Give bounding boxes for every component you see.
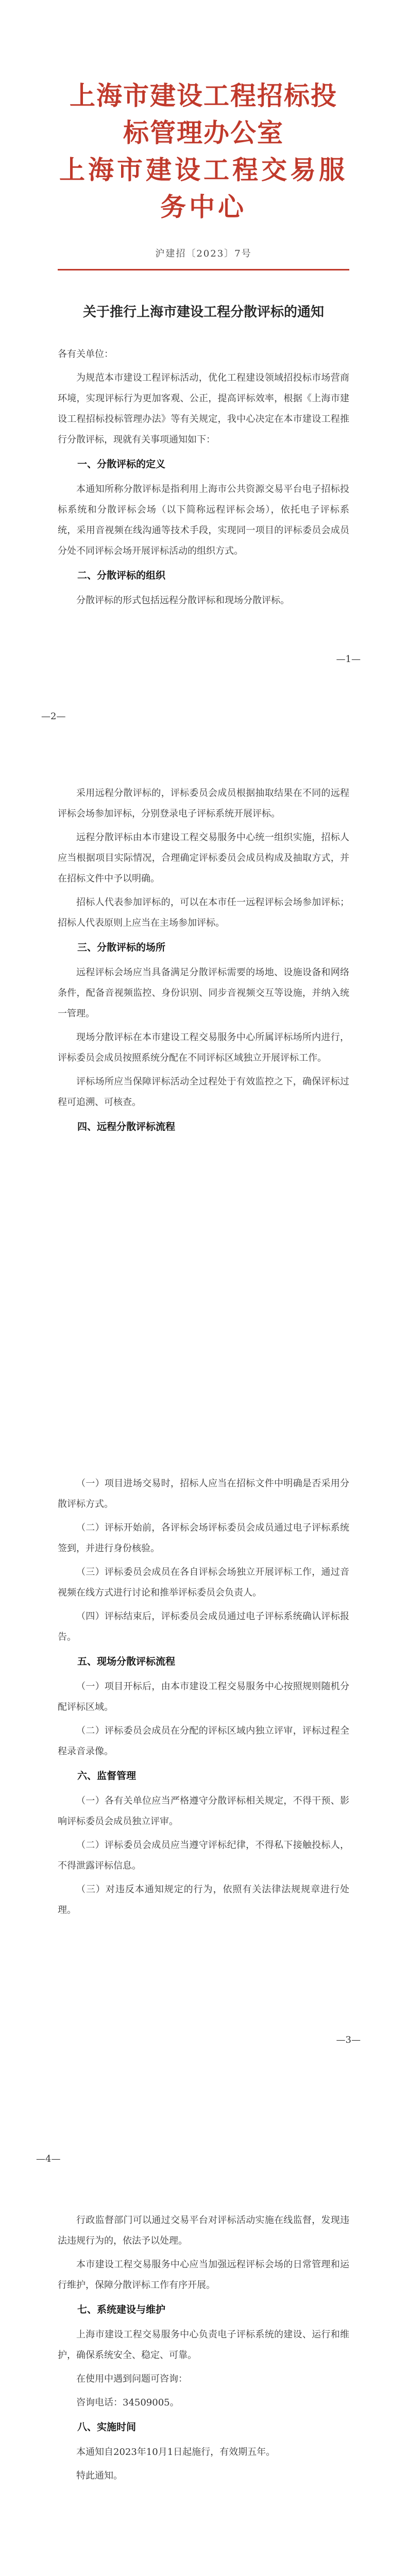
body-paragraph: 行政监督部门可以通过交易平台对评标活动实施在线监督，发现违法违规行为的，依法予以处理。 bbox=[58, 2215, 349, 2246]
body-paragraph: 采用远程分散评标的，评标委员会成员根据抽取结果在不同的远程评标会场参加评标，分别登录电子评标系统开展评标。 bbox=[58, 788, 349, 819]
body-paragraph: 本通知自2023年10月1日起施行，有效期五年。 bbox=[76, 2447, 276, 2458]
body-paragraph: （一）项目进场交易时，招标人应当在招标文件中明确是否采用分散评标方式。 bbox=[58, 1478, 349, 1510]
document-number: 沪建招〔2023〕7号 bbox=[155, 248, 252, 259]
body-paragraph: 评标场所应当保障评标活动全过程处于有效监控之下，确保评标过程可追溯、可核查。 bbox=[58, 1076, 349, 1108]
document-header bbox=[58, 0, 349, 260]
body-paragraph: 远程分散评标由本市建设工程交易服务中心统一组织实施，招标人应当根据项目实际情况，合理确定评标委员会成员构成及抽取方式，并在招标文件中予以明确。 bbox=[58, 832, 349, 884]
body-paragraph: 招标人代表参加评标的，可以在本市任一远程评标会场参加评标；招标人代表原则上应当在主场参加评标。 bbox=[58, 897, 349, 928]
section-heading: 二、分散评标的组织 bbox=[77, 570, 166, 581]
closing-paragraph: 特此通知。 bbox=[76, 2470, 123, 2481]
page-number: —1— bbox=[336, 654, 361, 665]
contact-phone: 咨询电话：34509005。 bbox=[76, 2397, 179, 2408]
page-number: —4— bbox=[36, 2154, 61, 2164]
section-heading: 八、实施时间 bbox=[77, 2421, 137, 2433]
page-4 bbox=[0, 2066, 407, 2576]
body-paragraph: （三）对违反本通知规定的行为，依照有关法律法规规章进行处理。 bbox=[58, 1884, 349, 1916]
section-heading: 四、远程分散评标流程 bbox=[77, 1121, 176, 1132]
body-paragraph: 远程评标会场应当具备满足分散评标需要的场地、设施设备和网络条件，配备音视频监控、身份识别、同步音视频交互等设施，并纳入统一管理。 bbox=[58, 967, 349, 1019]
salutation: 各有关单位： bbox=[58, 349, 113, 360]
body-paragraph: 分散评标的形式包括远程分散评标和现场分散评标。 bbox=[76, 595, 290, 606]
body-paragraph: （二）评标开始前，各评标会场评标委员会成员通过电子评标系统签到，并进行身份核验。 bbox=[58, 1522, 349, 1554]
body-paragraph: 在使用中遇到问题可咨询： bbox=[76, 2374, 188, 2384]
issuer-name-line2: 上海市建设工程交易服务中心 bbox=[59, 155, 348, 222]
body-paragraph: （三）评标委员会成员在各自评标会场独立开展评标工作，通过音视频在线方式进行讨论和推举评标委员会负责人。 bbox=[58, 1567, 349, 1598]
body-paragraph: （四）评标结束后，评标委员会成员通过电子评标系统确认评标报告。 bbox=[58, 1611, 349, 1642]
red-separator-line bbox=[58, 269, 349, 270]
body-paragraph: 本通知所称分散评标是指利用上海市公共资源交易平台电子招标投标系统和分散评标会场（以下简称远程评标会场），依托电子评标系统，采用音视频在线沟通等技术手段，实现同一项目的评标委员会成员分处不同评标会场开展评标活动的组织方式。 bbox=[58, 484, 349, 556]
body-paragraph: 本市建设工程交易服务中心应当加强远程评标会场的日常管理和运行维护，保障分散评标工作有序开展。 bbox=[58, 2259, 349, 2291]
body-paragraph: （一）项目开标后，由本市建设工程交易服务中心按照规则随机分配评标区域。 bbox=[58, 1681, 349, 1713]
section-heading: 六、监督管理 bbox=[77, 1770, 137, 1782]
notice-title: 关于推行上海市建设工程分散评标的通知 bbox=[82, 304, 324, 320]
page-2 bbox=[0, 685, 407, 1376]
body-paragraph: 现场分散评标在本市建设工程交易服务中心所属评标场所内进行，评标委员会成员按照系统分配在不同评标区域独立开展评标工作。 bbox=[58, 1032, 349, 1063]
issuer-name-line1: 上海市建设工程招标投标管理办公室 bbox=[70, 80, 337, 148]
body-paragraph: （二）评标委员会成员在分配的评标区域内独立评审，评标过程全程录音录像。 bbox=[58, 1725, 349, 1757]
section-heading: 三、分散评标的场所 bbox=[77, 942, 166, 953]
body-paragraph: （二）评标委员会成员应当遵守评标纪律，不得私下接触投标人，不得泄露评标信息。 bbox=[58, 1840, 349, 1871]
section-heading: 一、分散评标的定义 bbox=[77, 459, 166, 470]
page-number: —3— bbox=[336, 2035, 361, 2045]
section-heading: 七、系统建设与维护 bbox=[77, 2304, 166, 2315]
intro-paragraph: 为规范本市建设工程评标活动，优化工程建设领域招投标市场营商环境，实现评标行为更加客观、公正，提高评标效率，根据《上海市建设工程招标投标管理办法》等有关规定，我中心决定在本市建设工程推行分散评标，现就有关事项通知如下： bbox=[58, 372, 349, 445]
page-1 bbox=[0, 0, 407, 685]
page-number: —2— bbox=[41, 711, 66, 722]
body-paragraph: （一）各有关单位应当严格遵守分散评标相关规定，不得干预、影响评标委员会成员独立评审。 bbox=[58, 1795, 349, 1827]
page-3 bbox=[0, 1376, 407, 2066]
body-paragraph: 上海市建设工程交易服务中心负责电子评标系统的建设、运行和维护，确保系统安全、稳定、可靠。 bbox=[58, 2329, 349, 2361]
section-heading: 五、现场分散评标流程 bbox=[77, 1656, 176, 1667]
